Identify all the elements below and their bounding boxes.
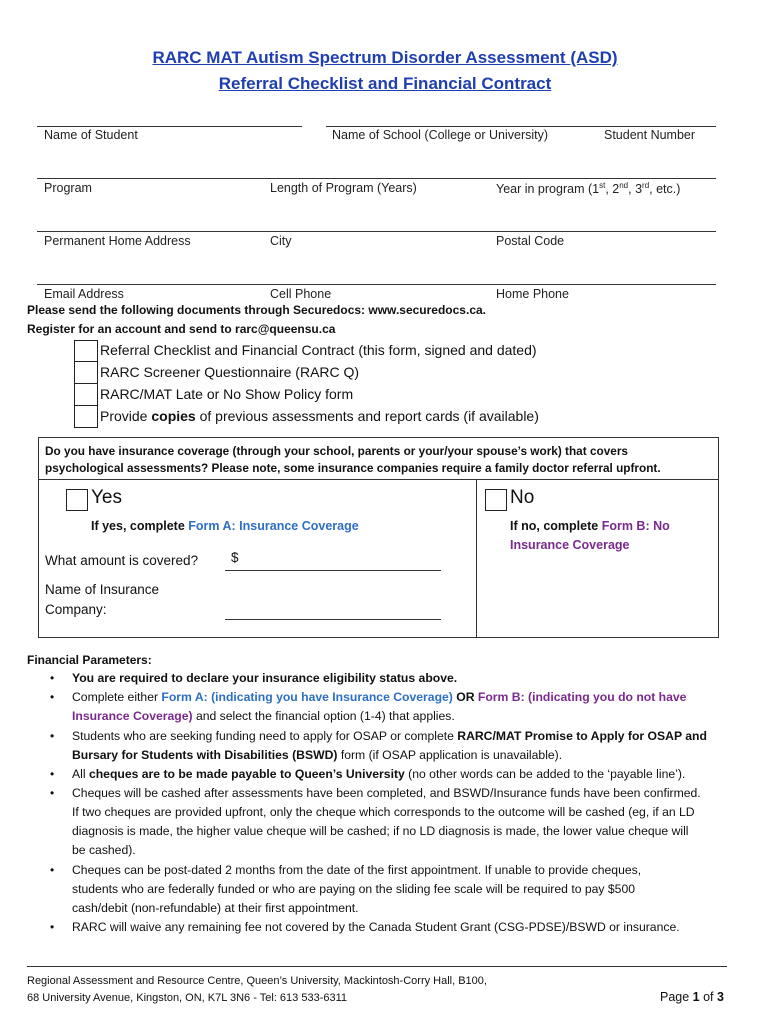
insurance-company-input[interactable]	[225, 619, 441, 620]
bullet-4: •	[50, 767, 55, 781]
no-label: No	[510, 487, 535, 508]
financial-item-declare: You are required to declare your insurance eligibility status above.	[72, 671, 458, 685]
bullet-7: •	[50, 920, 55, 934]
bullet-1: •	[50, 671, 55, 685]
financial-item-complete-form-cont: Insurance Coverage) and select the financial option (1-4) that applies.	[72, 709, 455, 723]
address-row-line[interactable]	[37, 231, 716, 232]
financial-parameters-heading: Financial Parameters:	[27, 653, 152, 667]
financial-item-cheques-cashed: Cheques will be cashed after assessments have been completed, and BSWD/Insurance funds have been confirmed.	[72, 786, 701, 800]
amount-covered-input[interactable]	[225, 570, 441, 571]
school-student-number-line[interactable]	[326, 126, 716, 127]
no-checkbox[interactable]	[485, 489, 507, 511]
insurance-question-line1: Do you have insurance coverage (through your school, parents or your/your spouse’s work) that covers	[45, 444, 628, 458]
financial-item-cheques-cashed-l4: be cashed).	[72, 843, 136, 857]
yes-label: Yes	[91, 487, 122, 508]
home-phone-label: Home Phone	[496, 287, 569, 301]
bullet-6: •	[50, 863, 55, 877]
securedocs-instruction: Please send the following documents through Securedocs: www.securedocs.ca.	[27, 303, 486, 317]
form-title: RARC MAT Autism Spectrum Disorder Assessment (ASD)	[152, 48, 618, 67]
financial-item-cheques-cashed-l2: If two cheques are provided upfront, only the cheque which corresponds to the outcome will be cashed (eg, if an LD	[72, 805, 695, 819]
page-number: Page 1 of 3	[660, 990, 724, 1004]
checkbox-no-show-policy[interactable]	[74, 384, 98, 406]
postal-code-label: Postal Code	[496, 234, 565, 248]
program-row-line[interactable]	[37, 178, 716, 179]
bullet-2: •	[50, 690, 55, 704]
email-address-label: Email Address	[44, 287, 124, 301]
bullet-5: •	[50, 786, 55, 800]
yes-instruction: If yes, complete Form A: Insurance Coverage	[91, 519, 359, 533]
checklist-item-no-show-policy: RARC/MAT Late or No Show Policy form	[100, 386, 354, 402]
checkbox-previous-assessments[interactable]	[74, 406, 98, 428]
financial-item-post-dated: Cheques can be post-dated 2 months from the date of the first appointment. If unable to provide cheques,	[72, 863, 642, 877]
dollar-sign: $	[231, 550, 239, 565]
contact-row-line[interactable]	[37, 284, 716, 285]
financial-item-osap: Students who are seeking funding need to apply for OSAP or complete RARC/MAT Promise to Apply for OSAP and	[72, 729, 707, 743]
insurance-question-line2: psychological assessments? Please note, some insurance companies require a family doctor referral upfront.	[45, 461, 661, 475]
student-number-label: Student Number	[604, 128, 696, 142]
financial-item-post-dated-l3: cash/debit (non-refundable) at their first appointment.	[72, 901, 359, 915]
bullet-3: •	[50, 729, 55, 743]
name-of-school-label: Name of School (College or University)	[332, 128, 549, 142]
insurance-company-label-line1: Name of Insurance	[45, 582, 160, 597]
register-instruction: Register for an account and send to rarc@queensu.ca	[27, 322, 336, 336]
footer-address-line2: 68 University Avenue, Kingston, ON, K7L 3N6 - Tel: 613 533-6311	[27, 992, 348, 1004]
yes-checkbox[interactable]	[66, 489, 88, 511]
footer-divider	[27, 966, 727, 967]
financial-item-cheques-payable: All cheques are to be made payable to Queen’s University (no other words can be added to the ‘payable line’).	[72, 767, 686, 781]
amount-covered-label: What amount is covered?	[45, 553, 199, 568]
checklist-item-referral: Referral Checklist and Financial Contract (this form, signed and dated)	[100, 342, 537, 358]
cell-phone-label: Cell Phone	[270, 287, 332, 301]
financial-item-post-dated-l2: students who are federally funded or who are paying on the sliding fee scale will be required to pay $500	[72, 882, 636, 896]
form-b-link[interactable]: Form B: No	[601, 519, 670, 533]
options-divider	[476, 479, 477, 637]
checkbox-screener-questionnaire[interactable]	[74, 362, 98, 384]
city-label: City	[270, 234, 292, 248]
length-of-program-label: Length of Program (Years)	[270, 181, 417, 195]
insurance-question-box	[38, 437, 719, 480]
permanent-home-address-label: Permanent Home Address	[44, 234, 191, 248]
form-a-link[interactable]: Form A: Insurance Coverage	[188, 519, 359, 533]
no-instruction: If no, complete Form B: No	[510, 519, 670, 533]
financial-item-waive-fee: RARC will waive any remaining fee not covered by the Canada Student Grant (CSG-PDSE)/BSWD or insurance.	[72, 920, 680, 934]
financial-item-complete-form: Complete either Form A: (indicating you have Insurance Coverage) OR Form B: (indicating you do not have	[72, 690, 687, 704]
checklist-item-previous-assessments: Provide copies of previous assessments and report cards (if available)	[100, 408, 539, 424]
form-b-link-line2[interactable]: Insurance Coverage	[510, 538, 630, 552]
financial-item-osap-cont: Bursary for Students with Disabilities (BSWD) form (if OSAP application is unavailable).	[72, 748, 563, 762]
year-in-program-label: Year in program (1st, 2nd, 3rd, etc.)	[496, 181, 681, 197]
financial-item-cheques-cashed-l3: diagnosis is made, the higher value cheque will be cashed; if no LD diagnosis is made, the lower value cheque will	[72, 824, 689, 838]
checklist-item-screener: RARC Screener Questionnaire (RARC Q)	[100, 364, 360, 380]
insurance-company-label-line2: Company:	[45, 602, 107, 617]
insurance-options-box	[38, 479, 719, 638]
name-of-student-label: Name of Student	[44, 128, 138, 142]
program-label: Program	[44, 181, 92, 195]
form-subtitle: Referral Checklist and Financial Contract	[218, 74, 552, 93]
checkbox-referral-checklist[interactable]	[74, 340, 98, 362]
student-name-line[interactable]	[37, 126, 302, 127]
footer-address-line1: Regional Assessment and Resource Centre, Queen’s University, Mackintosh-Corry Hall, B100,	[27, 975, 487, 987]
